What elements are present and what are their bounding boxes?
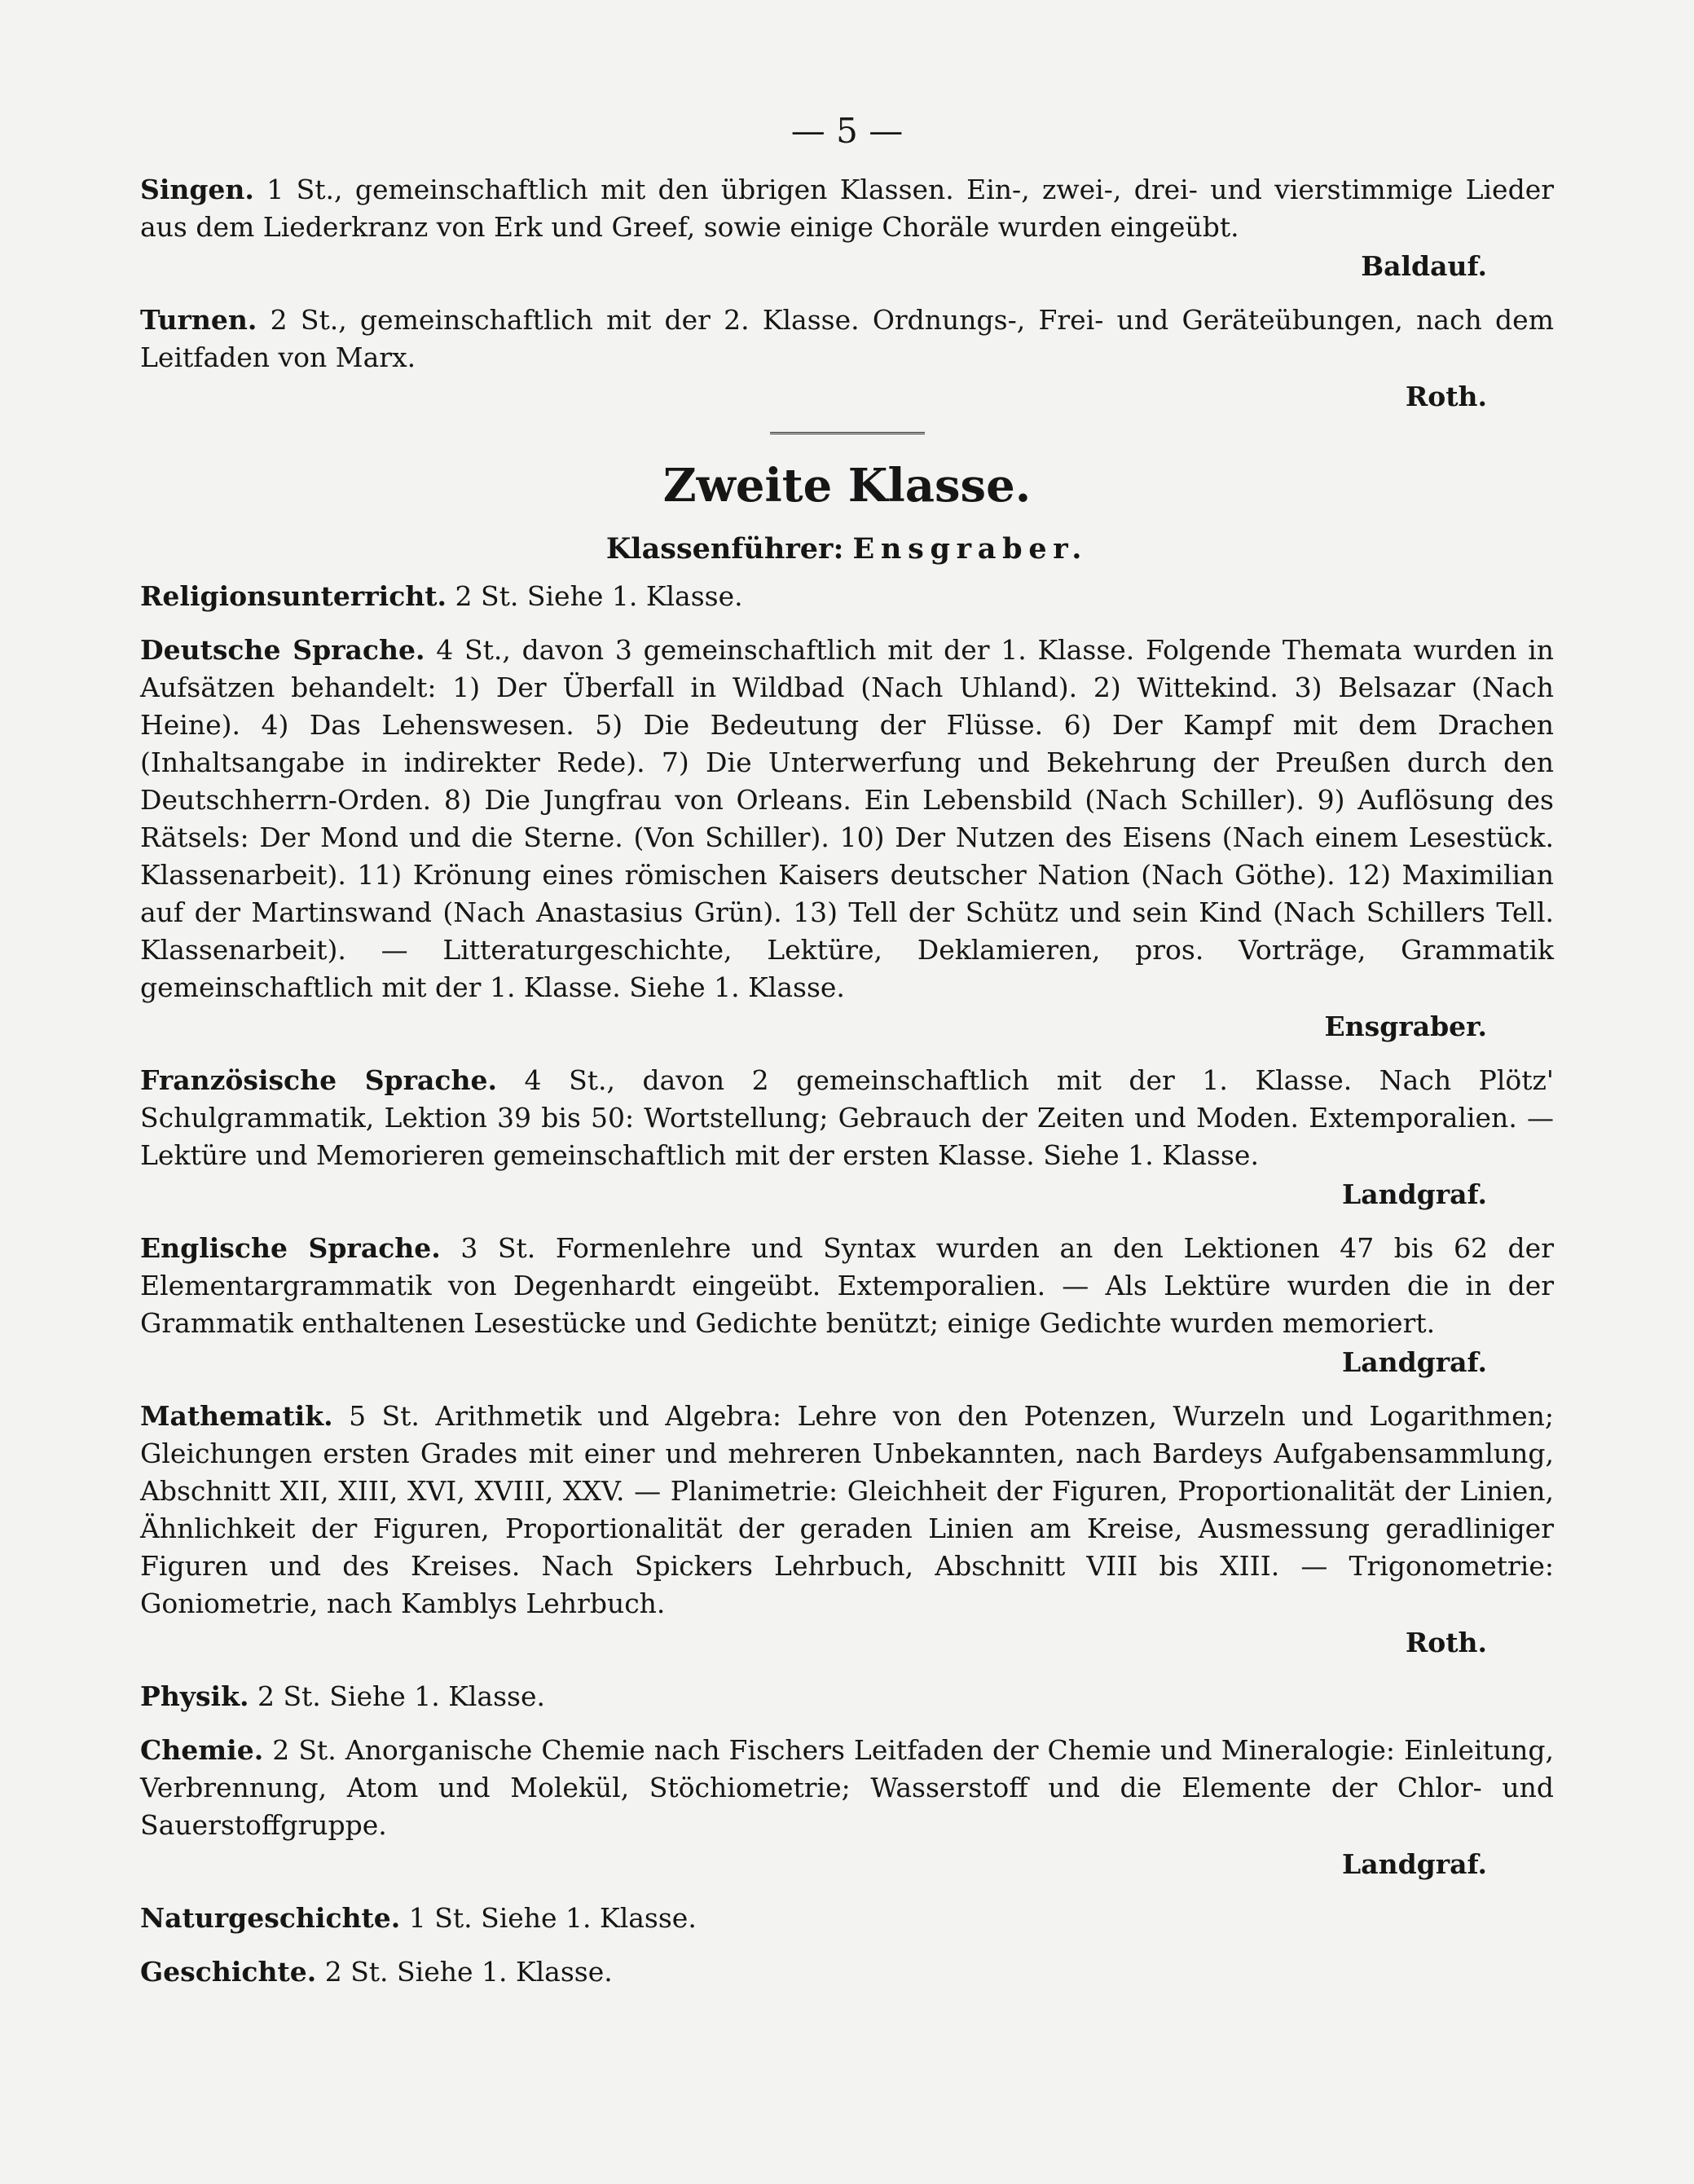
subject-title: Englische Sprache. — [140, 1232, 441, 1264]
section-text: 2 St. Anorganische Chemie nach Fischers Leitfaden der Chemie und Mineralogie: Einleitung, Verbrennung, Atom und Molekül, Stöchiometrie; Wasserstoff und die Elemente der Chlor- und Sauerstoffgruppe. — [140, 1734, 1554, 1841]
class-leader-name: Ensgraber. — [852, 532, 1089, 566]
section-deutsch — [140, 632, 1554, 1046]
subject-title: Naturgeschichte. — [140, 1902, 401, 1934]
section-text: 4 St., davon 3 gemeinschaftlich mit der 1. Klasse. Folgende Themata wurden in Aufsätzen behandelt: 1) Der Überfall in Wildbad (Nach Uhland). 2) Wittekind. 3) Belsazar (Nach Heine). 4) Das Lehenswesen. 5) Die Bedeutung der Flüsse. 6) Der Kampf mit dem Drachen (Inhaltsangabe in indirekter Rede). 7) Die Unterwerfung und Bekehrung der Preußen durch den Deutschherrn-Orden. 8) Die Jungfrau von Orleans. Ein Lebensbild (Nach Schiller). 9) Auflösung des Rätsels: Der Mond und die Sterne. (Von Schiller). 10) Der Nutzen des Eisens (Nach einem Lesestück. Klassenarbeit). 11) Krönung eines römischen Kaisers deutscher Nation (Nach Göthe). 12) Maximilian auf der Martinswand (Nach Anastasius Grün). 13) Tell der Schütz und sein Kind (Nach Schillers Tell. Klassenarbeit). — Litteraturgeschichte, Lektüre, Deklamieren, pros. Vorträge, Grammatik gemeinschaftlich mit der 1. Klasse. Siehe 1. Klasse. — [140, 634, 1555, 1003]
subject-title: Geschichte. — [140, 1956, 317, 1988]
teacher-name: Landgraf. — [1341, 1848, 1487, 1880]
teacher-name: Roth. — [1405, 1627, 1487, 1658]
section-text: 3 St. Formenlehre und Syntax wurden an den Lektionen 47 bis 62 der Elementargrammatik von Degenhardt eingeübt. Extemporalien. — Als Lektüre wurden die in der Grammatik enthaltenen Lesestücke und Gedichte benützt; einige Gedichte wurden memoriert. — [140, 1232, 1554, 1339]
teacher-name: Roth. — [1405, 381, 1487, 412]
teacher-name: Landgraf. — [1341, 1178, 1487, 1210]
class-heading: Zweite Klasse. — [662, 459, 1032, 513]
section-physik — [140, 1678, 1554, 1715]
subject-title: Physik. — [140, 1680, 249, 1712]
section-turnen — [140, 302, 1554, 416]
subject-title: Singen. — [140, 174, 254, 205]
section-franzoesisch — [140, 1062, 1554, 1213]
teacher-name: Landgraf. — [1341, 1346, 1487, 1378]
teacher-name: Baldauf. — [1361, 250, 1487, 282]
subject-title: Deutsche Sprache. — [140, 634, 425, 666]
teacher-name: Ensgraber. — [1324, 1011, 1487, 1042]
section-text: 4 St., davon 2 gemeinschaftlich mit der 1. Klasse. Nach Plötz' Schulgrammatik, Lektion 39 bis 50: Wortstellung; Gebrauch der Zeiten und Moden. Extemporalien. — Lektüre und Memorieren gemeinschaftlich mit der ersten Klasse. Siehe 1. Klasse. — [140, 1064, 1554, 1171]
section-geschichte — [140, 1953, 1554, 1991]
subject-title: Mathematik. — [140, 1400, 333, 1432]
section-naturgeschichte — [140, 1900, 1554, 1937]
section-text: 2 St. Siehe 1. Klasse. — [324, 1956, 613, 1988]
page-number: — 5 — — [790, 111, 904, 151]
class-leader — [140, 529, 1554, 570]
section-mathematik — [140, 1398, 1554, 1662]
subject-title: Französische Sprache. — [140, 1064, 497, 1096]
section-englisch — [140, 1230, 1554, 1381]
subject-title: Turnen. — [140, 304, 257, 336]
section-chemie — [140, 1732, 1554, 1883]
section-text: 2 St., gemeinschaftlich mit der 2. Klasse. Ordnungs-, Frei- und Geräteübungen, nach dem Leitfaden von Marx. — [140, 304, 1554, 373]
document-page — [140, 106, 1554, 2007]
subject-title: Religionsunterricht. — [140, 580, 447, 612]
section-text: 5 St. Arithmetik und Algebra: Lehre von den Potenzen, Wurzeln und Logarithmen; Gleichungen ersten Grades mit einer und mehreren Unbekannten, nach Bardeys Aufgabensammlung, Abschnitt XII, XIII, XVI, XVIII, XXV. — Planimetrie: Gleichheit der Figuren, Proportionalität der Linien, Ähnlichkeit der Figuren, Proportionalität der geraden Linien am Kreise, Ausmessung geradliniger Figuren und des Kreises. Nach Spickers Lehrbuch, Abschnitt VIII bis XIII. — Trigonometrie: Goniometrie, nach Kamblys Lehrbuch. — [140, 1400, 1554, 1619]
subject-title: Chemie. — [140, 1734, 264, 1766]
section-text: 1 St. Siehe 1. Klasse. — [408, 1902, 697, 1934]
class-leader-label: Klassenführer: — [605, 532, 844, 566]
section-text: 2 St. Siehe 1. Klasse. — [455, 580, 743, 612]
section-text: 1 St., gemeinschaftlich mit den übrigen Klassen. Ein-, zwei-, drei- und vierstimmige Lieder aus dem Liederkranz von Erk und Greef, sowie einige Choräle wurden eingeübt. — [140, 174, 1554, 243]
section-singen — [140, 171, 1554, 285]
section-text: 2 St. Siehe 1. Klasse. — [257, 1680, 545, 1712]
decorative-rule — [770, 432, 925, 443]
section-religion — [140, 578, 1554, 615]
